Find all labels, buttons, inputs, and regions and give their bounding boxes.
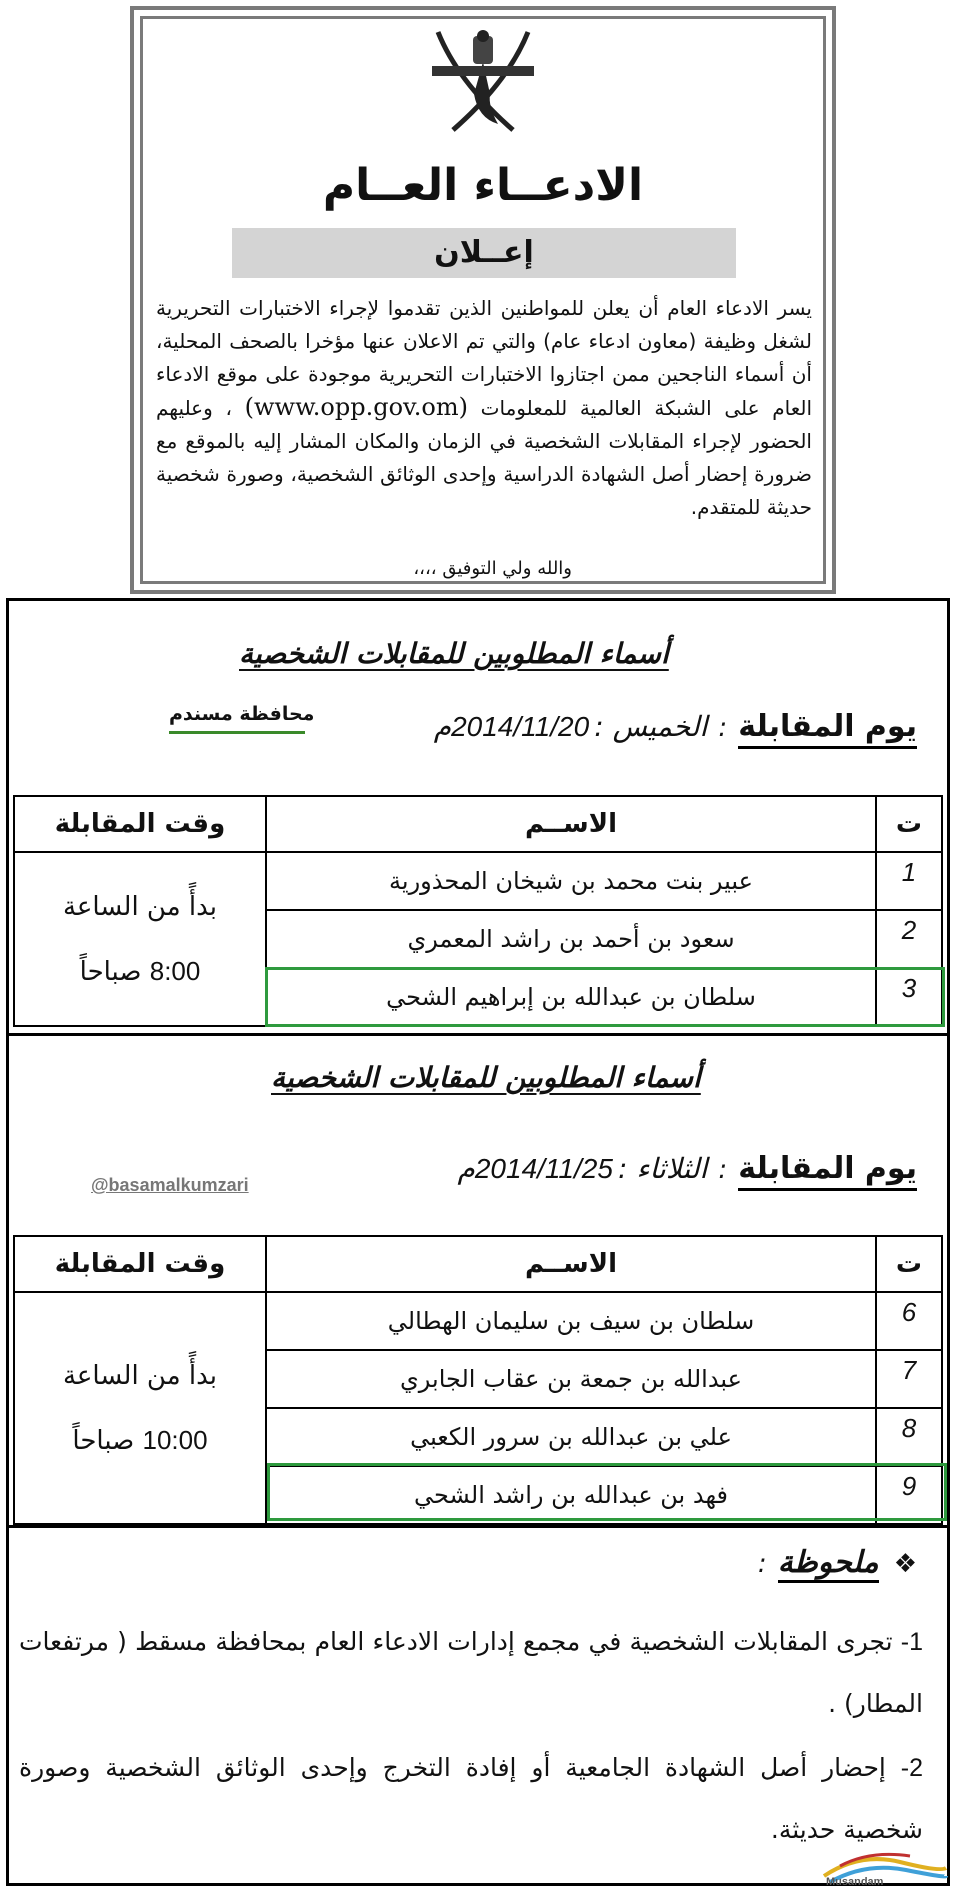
header-name: الاســم — [266, 1236, 876, 1292]
governorate-label: محافظة مسندم — [169, 703, 315, 725]
section-divider — [9, 1525, 947, 1528]
note-text: تجرى المقابلات الشخصية في مجمع إدارات الادعاء العام بمحافظة مسقط ( مرتفعات المطار) . — [19, 1627, 923, 1718]
row-num: 6 — [876, 1292, 942, 1350]
time-value-line — [16, 939, 264, 1004]
row-name: فهد بن عبدالله بن راشد الشحي — [266, 1466, 876, 1524]
twitter-handle: @basamalkumzari — [91, 1175, 249, 1195]
note-number: 2- — [900, 1754, 923, 1782]
header-num: ت — [876, 796, 942, 852]
note-item — [19, 1611, 923, 1735]
header-time: وقت المقابلة — [14, 796, 266, 852]
note-text: إحضار أصل الشهادة الجامعية أو إفادة التخرج وإحدى الوثائق الشخصية وصورة شخصية حديثة. — [19, 1753, 923, 1844]
row-name: سلطان بن سيف بن سليمان الهطالي — [266, 1292, 876, 1350]
row-num: 1 — [876, 852, 942, 910]
notes-heading — [752, 1545, 917, 1580]
watermark-text: Musandam — [826, 1876, 884, 1888]
header-num: ت — [876, 1236, 942, 1292]
diamond-bullet-icon: ❖ — [893, 1549, 917, 1579]
interview-date: 2014/11/25م — [457, 1153, 613, 1184]
day-label: يوم المقابلة — [738, 1151, 917, 1191]
note-number: 1- — [900, 1628, 924, 1656]
interview-document — [6, 598, 950, 1886]
table-row — [14, 852, 942, 910]
announcement-box — [130, 6, 836, 594]
interview-time-cell — [14, 852, 266, 1026]
announcement-subtitle: إعــلان — [232, 228, 736, 278]
table-header-row — [14, 1236, 942, 1292]
day-separator: : — [718, 713, 728, 743]
announcement-closing: والله ولي التوفيق ،،،، — [413, 558, 572, 579]
time-value: 8:00 — [149, 955, 201, 986]
row-name: عبير بنت محمد بن شيخان المحذورية — [266, 852, 876, 910]
row-num: 3 — [876, 968, 942, 1026]
interview-time-cell — [14, 1292, 266, 1524]
table-header-row — [14, 796, 942, 852]
announcement-body-text-2: ، وعليهم الحضور لإجراء المقابلات الشخصية في الزمان والمكان المشار إليه بالموقع مع ضرورة إحضار أصل الشهادة الدراسية وإحدى الوثائق الشخصية، وصورة شخصية حديثة للمتقدم. — [156, 396, 812, 519]
header-name: الاســم — [266, 796, 876, 852]
row-name: سعود بن أحمد بن راشد المعمري — [266, 910, 876, 968]
day-separator: : — [718, 1155, 728, 1185]
highlight-box — [267, 1463, 947, 1521]
row-name: سلطان بن عبدالله بن إبراهيم الشحي — [266, 968, 876, 1026]
highlight-box — [265, 967, 945, 1027]
governorate-underline — [169, 731, 305, 734]
announcement-title: الادعــاء العــام — [322, 160, 644, 211]
announcement-body — [156, 292, 812, 524]
section-divider — [9, 1033, 947, 1036]
table-row — [14, 1292, 942, 1350]
section1-title: أسماء المطلوبين للمقابلات الشخصية — [239, 637, 669, 670]
row-name: عبدالله بن جمعة بن عقاب الجابري — [266, 1350, 876, 1408]
notes-colon: : — [757, 1549, 767, 1579]
row-num: 8 — [876, 1408, 942, 1466]
oman-emblem-icon — [418, 22, 548, 142]
section2-day-row — [458, 1151, 917, 1191]
row-num: 9 — [876, 1466, 942, 1524]
announcement-url: (www.opp.gov.om) — [244, 393, 468, 421]
section2-title: أسماء المطلوبين للمقابلات الشخصية — [271, 1061, 701, 1094]
khanjar-belt — [432, 66, 534, 76]
row-num: 7 — [876, 1350, 942, 1408]
time-start-label: بدأً من الساعة — [62, 891, 218, 922]
time-suffix: صباحاً — [72, 1425, 135, 1456]
day-label: يوم المقابلة — [738, 709, 917, 749]
time-suffix: صباحاً — [79, 956, 142, 987]
time-start-label: بدأً من الساعة — [62, 1360, 218, 1391]
notes-label: ملحوظة — [778, 1545, 879, 1583]
row-name: علي بن عبدالله بن سرور الكعبي — [266, 1408, 876, 1466]
interview-date: 2014/11/20م — [433, 711, 590, 742]
day-name: الخميس : — [594, 710, 708, 743]
section1-day-row — [434, 709, 917, 749]
time-value-line — [16, 1408, 264, 1473]
note-item — [19, 1737, 923, 1861]
day-name: الثلاثاء : — [618, 1152, 708, 1185]
row-num: 2 — [876, 910, 942, 968]
header-time: وقت المقابلة — [14, 1236, 266, 1292]
announcement-body-text: يسر الادعاء العام أن يعلن للمواطنين الذين تقدموا لإجراء الاختبارات التحريرية لشغل وظيفة (معاون ادعاء عام) والتي تم الاعلان عنها مؤخرا بالصحف المحلية، أن أسماء الناجحين ممن اجتازوا الاختبارات التحريرية موجودة على موقع الادعاء العام على الشبكة العالمية للمعلومات — [156, 296, 813, 420]
time-value: 10:00 — [142, 1424, 208, 1455]
